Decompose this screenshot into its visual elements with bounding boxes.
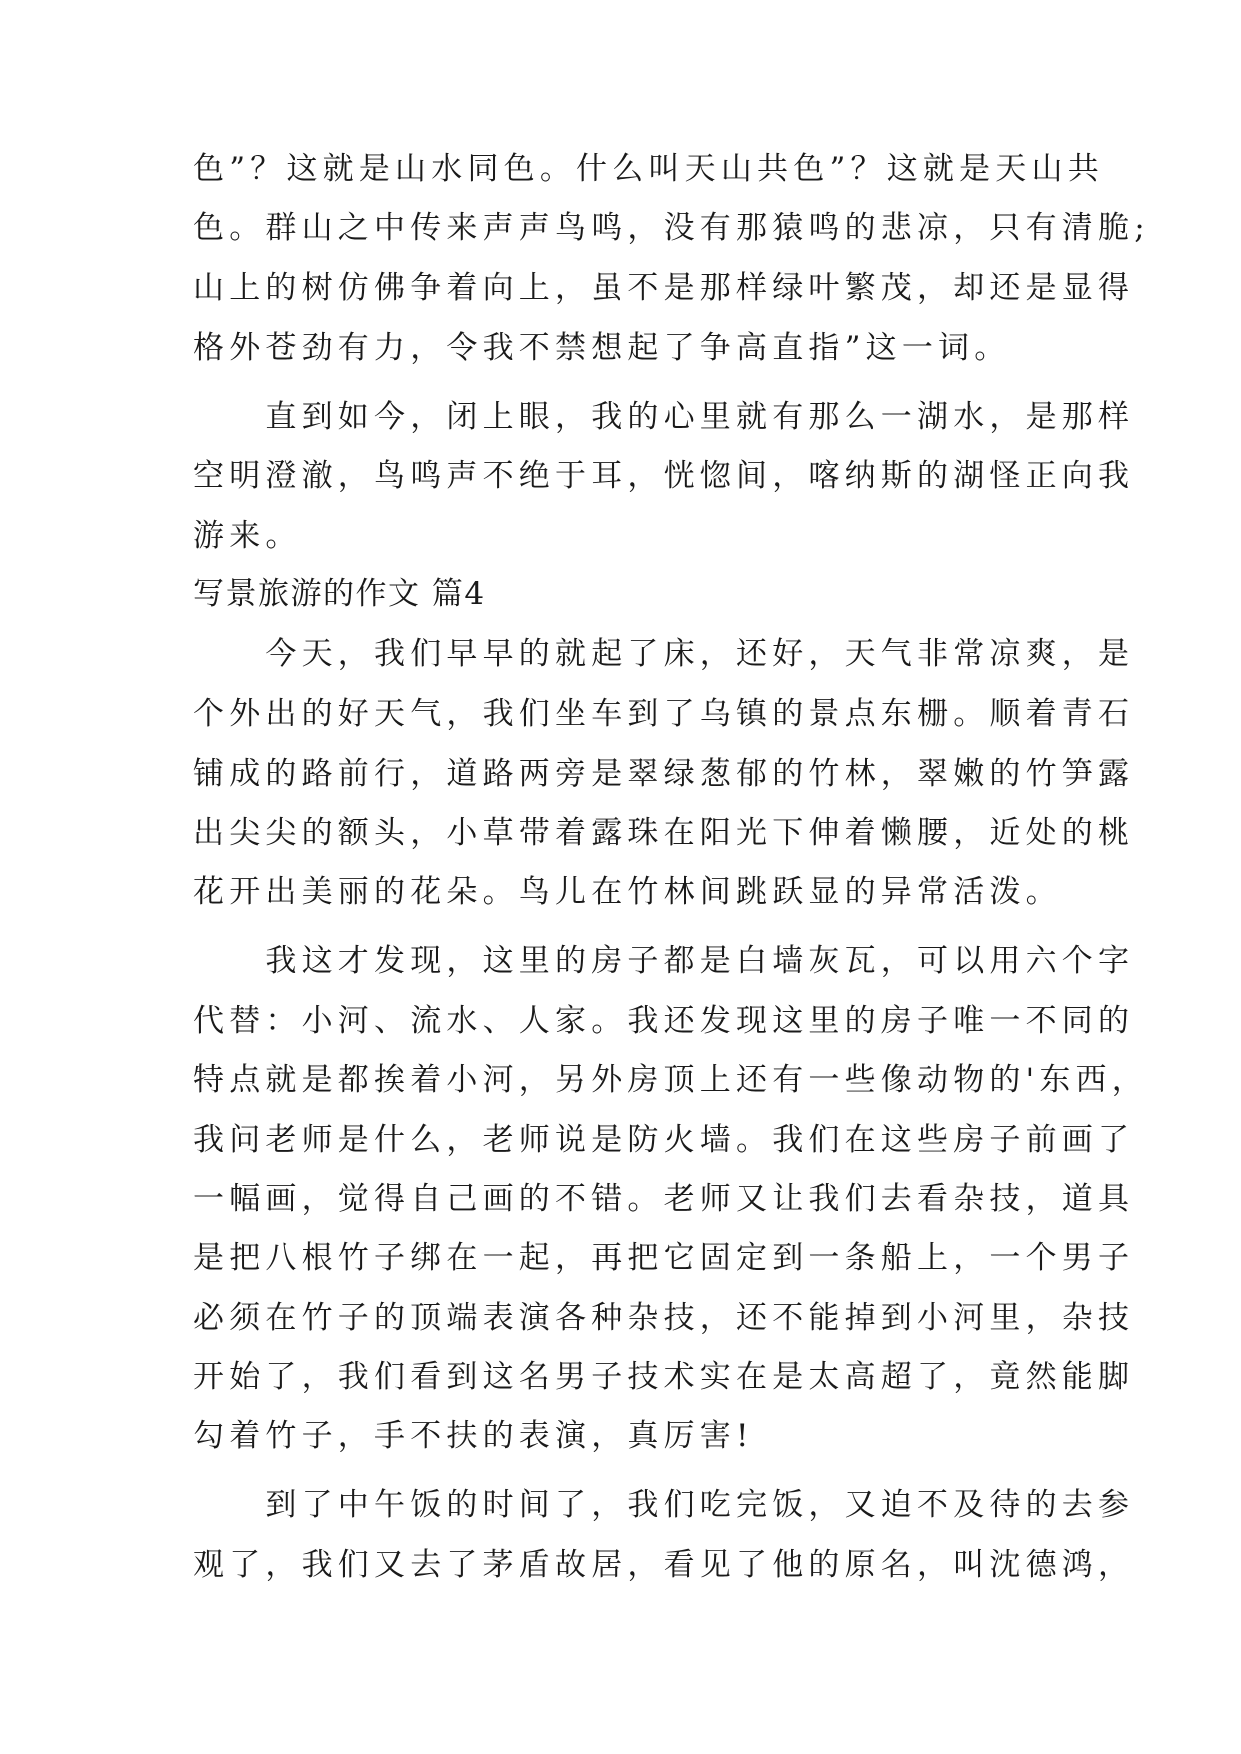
text-line: 游来。: [193, 518, 302, 554]
text-line: 山上的树仿佛争着向上，虽不是那样绿叶繁茂，却还是显得: [193, 270, 1135, 306]
text-line: 必须在竹子的顶端表演各种杂技，还不能掉到小河里，杂技: [193, 1300, 1135, 1336]
paragraph-start-line: 到了中午饭的时间了，我们吃完饭，又迫不及待的去参: [193, 1487, 1135, 1523]
paragraph-start-line: 直到如今，闭上眼，我的心里就有那么一湖水，是那样: [193, 399, 1135, 435]
text-line: 格外苍劲有力，令我不禁想起了争高直指”这一词。: [193, 330, 1011, 366]
text-line: 是把八根竹子绑在一起，再把它固定到一条船上，一个男子: [193, 1240, 1135, 1276]
text-line: 一幅画，觉得自己画的不错。老师又让我们去看杂技，道具: [193, 1181, 1135, 1217]
text-line: 代替：小河、流水、人家。我还发现这里的房子唯一不同的: [193, 1003, 1135, 1039]
paragraph-start-line: 今天，我们早早的就起了床，还好，天气非常凉爽，是: [193, 636, 1135, 672]
text-line: 观了，我们又去了茅盾故居，看见了他的原名，叫沈德鸿，: [193, 1547, 1135, 1583]
text-line: 色”？这就是山水同色。什么叫天山共色”？这就是天山共: [193, 151, 1104, 187]
text-line: 开始了，我们看到这名男子技术实在是太高超了，竟然能脚: [193, 1359, 1135, 1395]
text-line: 色。群山之中传来声声鸟鸣，没有那猿鸣的悲凉，只有清脆;: [193, 210, 1150, 246]
text-line: 勾着竹子，手不扶的表演，真厉害!: [193, 1418, 754, 1454]
paragraph-start-line: 我这才发现，这里的房子都是白墙灰瓦，可以用六个字: [193, 943, 1135, 979]
text-line: 特点就是都挨着小河，另外房顶上还有一些像动物的'东西，: [193, 1062, 1148, 1098]
section-heading: 写景旅游的作文 篇4: [193, 576, 486, 612]
text-line: 我问老师是什么，老师说是防火墙。我们在这些房子前画了: [193, 1122, 1135, 1158]
text-line: 出尖尖的额头，小草带着露珠在阳光下伸着懒腰，近处的桃: [193, 815, 1135, 851]
text-line: 铺成的路前行，道路两旁是翠绿葱郁的竹林，翠嫩的竹笋露: [193, 756, 1135, 792]
text-line: 个外出的好天气，我们坐车到了乌镇的景点东栅。顺着青石: [193, 696, 1135, 732]
text-line: 空明澄澈，鸟鸣声不绝于耳，恍惚间，喀纳斯的湖怪正向我: [193, 458, 1135, 494]
text-line: 花开出美丽的花朵。鸟儿在竹林间跳跃显的异常活泼。: [193, 874, 1062, 910]
